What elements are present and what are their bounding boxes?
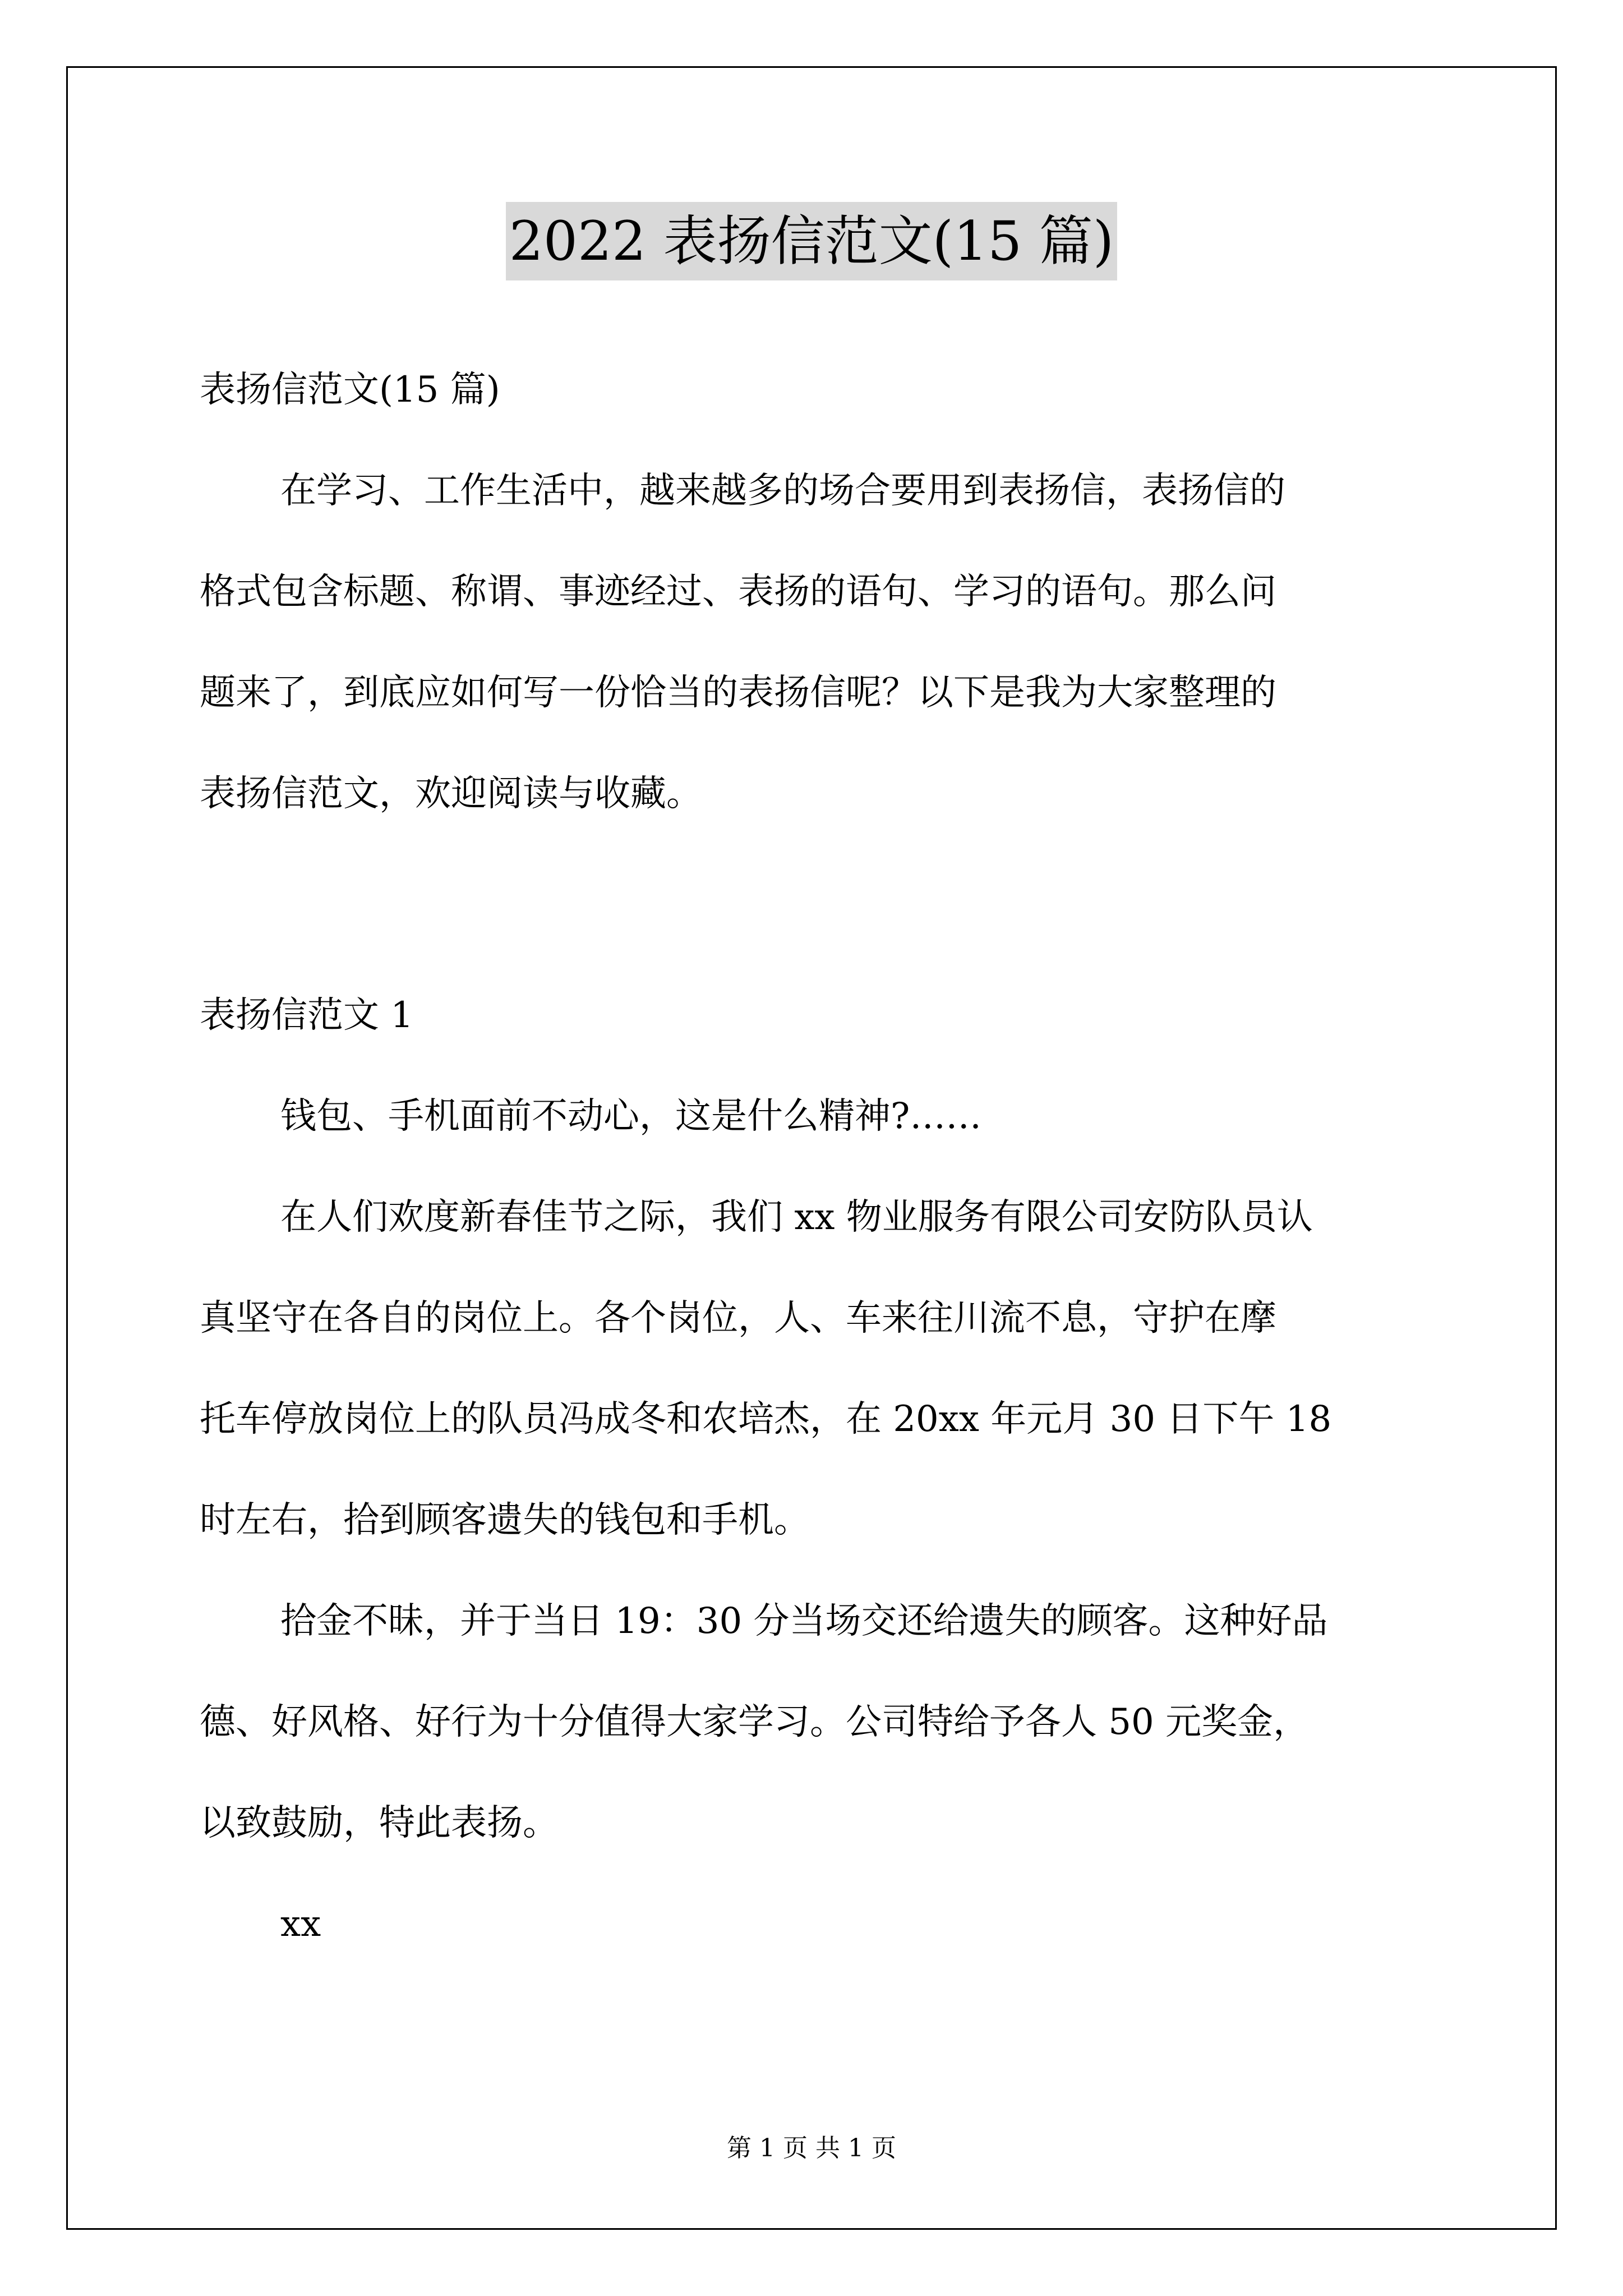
- title-container: [0, 202, 1623, 280]
- subtitle: 表扬信范文(15 篇): [200, 369, 500, 411]
- paragraph-3-line-3: 以致鼓励，特此表扬。: [200, 1802, 559, 1844]
- paragraph-3-line-1: 拾金不昧，并于当日 19：30 分当场交还给遗失的顾客。这种好品: [280, 1600, 1328, 1642]
- paragraph-2-line-1: 在人们欢度新春佳节之际，我们 xx 物业服务有限公司安防队员认: [280, 1197, 1313, 1238]
- paragraph-2-line-4: 时左右，拾到顾客遗失的钱包和手机。: [200, 1499, 810, 1541]
- paragraph-1: 钱包、手机面前不动心，这是什么精神?……: [280, 1096, 982, 1137]
- signature: xx: [280, 1903, 321, 1945]
- paragraph-2-line-3: 托车停放岗位上的队员冯成冬和农培杰，在 20xx 年元月 30 日下午 18: [200, 1398, 1332, 1440]
- paragraph-2-line-2: 真坚守在各自的岗位上。各个岗位，人、车来往川流不息，守护在摩: [200, 1297, 1276, 1339]
- intro-line-4: 表扬信范文，欢迎阅读与收藏。: [200, 773, 702, 815]
- document-title: 2022 表扬信范文(15 篇): [506, 202, 1117, 280]
- page-footer: 第 1 页 共 1 页: [727, 2134, 896, 2162]
- intro-line-3: 题来了，到底应如何写一份恰当的表扬信呢？以下是我为大家整理的: [200, 672, 1276, 714]
- intro-line-2: 格式包含标题、称谓、事迹经过、表扬的语句、学习的语句。那么问: [200, 571, 1276, 613]
- intro-line-1: 在学习、工作生活中，越来越多的场合要用到表扬信，表扬信的: [280, 470, 1285, 512]
- paragraph-3-line-2: 德、好风格、好行为十分值得大家学习。公司特给予各人 50 元奖金，: [200, 1701, 1310, 1743]
- section-heading: 表扬信范文 1: [200, 995, 414, 1036]
